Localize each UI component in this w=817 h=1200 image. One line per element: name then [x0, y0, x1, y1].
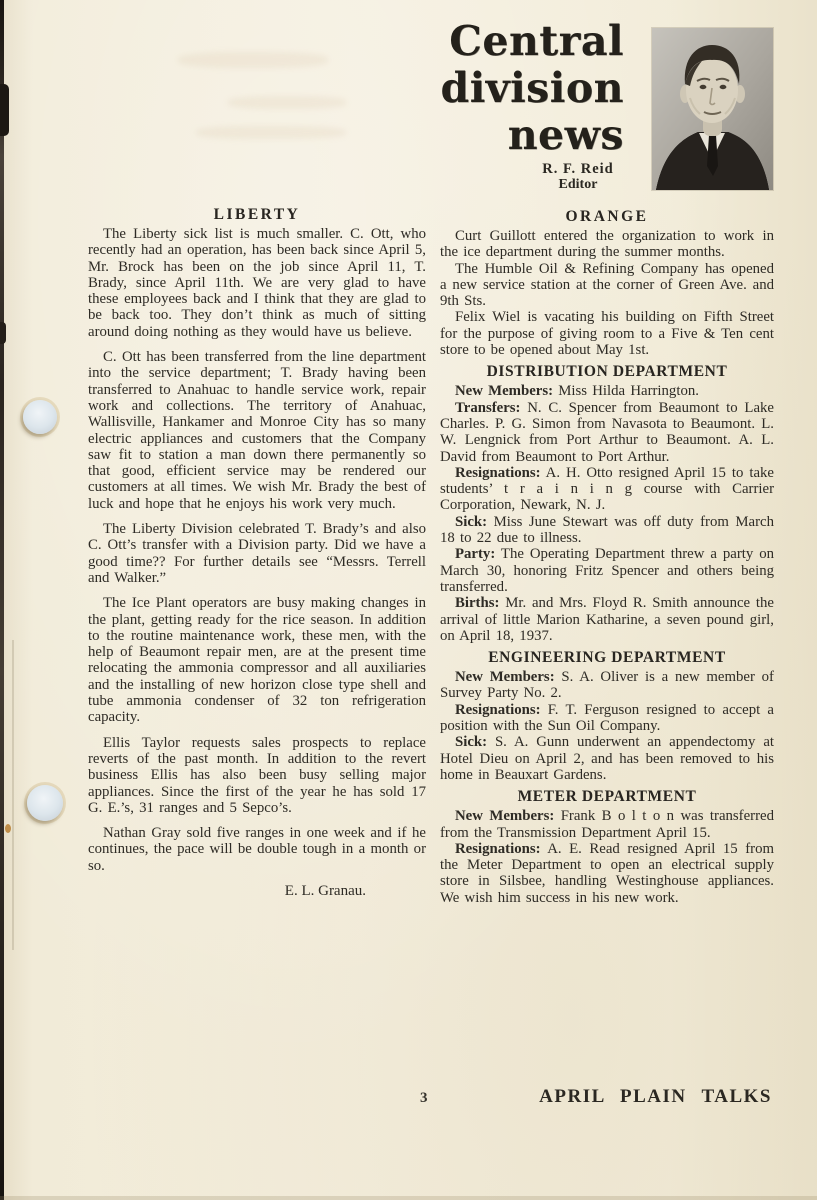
item-label: Transfers:: [455, 399, 521, 416]
section-heading: ORANGE: [565, 208, 649, 225]
item-label: Resignations:: [455, 701, 541, 718]
item-label: New Members:: [455, 808, 555, 825]
scan-edge-mark: [0, 84, 9, 136]
paragraph: The Liberty sick list is much smaller. C. Ott, who recently had an operation, has been back since April 5, Mr. Brock has been on the job since April 11, T. Brady, since April 11th. We are very glad to have these employees back and I think that they are glad to be back too. They don’t think as much of sitting around doing nothing as they would have us believe.: [88, 226, 426, 340]
news-item: New Members: S. A. Oliver is a new member of Survey Party No. 2.: [440, 669, 774, 702]
editor-credit: [534, 161, 622, 192]
paragraph: The Ice Plant operators are busy making changes in the plant, getting ready for the rice season. In addition to the routine maintenance work, these men, with the help of Beaumont repair men, are at the present time relocating the ammonia compressor and all auxiliaries and the installing of new horizon close type shell and tube ammonia condenser of 32 ton refrigeration capacity.: [88, 595, 426, 726]
masthead-line-1: Central: [449, 17, 624, 65]
right-column: [440, 208, 774, 906]
editor-title: Editor: [558, 177, 598, 192]
editor-name: R. F. Reid: [542, 161, 614, 177]
bleed-through-smudge: [196, 126, 346, 139]
news-item: Resignations: A. E. Read resigned April 15 from the Meter Department to open an electrical supply store in Silsbee, handling Westinghouse appliances. We wish him success in his new work.: [440, 840, 774, 906]
item-label: Births:: [455, 595, 500, 612]
item-label: Resignations:: [455, 464, 541, 481]
item-label: New Members:: [455, 669, 555, 686]
news-item: Resignations: A. H. Otto resigned April 15 to take students’ t r a i n i n g course with Carrier Corporation, Newark, N. J.: [440, 464, 774, 514]
masthead-title: [428, 18, 624, 159]
bleed-through-smudge: [178, 52, 328, 68]
news-item: Resignations: F. T. Ferguson resigned to accept a position with the Sun Oil Company.: [440, 701, 774, 735]
left-column: [88, 206, 426, 900]
news-item: Sick: Miss June Stewart was off duty from March 18 to 22 due to illness.: [440, 513, 774, 547]
item-label: Sick:: [455, 734, 488, 751]
item-label: New Members:: [455, 383, 554, 400]
masthead-line-3: news: [507, 111, 624, 159]
paragraph: Nathan Gray sold five ranges in one week and if he continues, the pace will be double tough in a month or so.: [88, 825, 426, 874]
punch-hole-bottom: [27, 785, 63, 821]
page-crease-line: [12, 640, 14, 950]
news-item: Party: The Operating Department threw a party on March 30, honoring Fritz Spencer and others being transferred.: [440, 546, 774, 595]
scan-edge-mark: [0, 322, 6, 344]
paragraph: The Liberty Division celebrated T. Brady’s and also C. Ott’s transfer with a Division party. Did we have a good time?? For further details see “Messrs. Terrell and Walker.”: [88, 521, 426, 586]
news-item: Births: Mr. and Mrs. Floyd R. Smith announce the arrival of little Marion Katharine, a seven pound girl, on April 18, 1937.: [440, 595, 774, 644]
paper-stain: [5, 824, 11, 833]
punch-hole-top: [23, 400, 57, 434]
item-label: Sick:: [455, 513, 488, 530]
news-item: The Humble Oil & Refining Company has opened a new service station at the corner of Green Ave. and 9th Sts.: [440, 260, 774, 310]
section-heading: DISTRIBUTION DEPARTMENT: [486, 363, 728, 381]
masthead-line-2: division: [440, 64, 624, 112]
liberty-paragraphs: [88, 226, 426, 874]
portrait-illustration: [652, 28, 773, 190]
news-item: New Members: Miss Hilda Harrington.: [455, 383, 699, 400]
scan-edge-strip: [0, 0, 4, 1200]
news-item: Transfers: N. C. Spencer from Beaumont to Lake Charles. P. G. Simon from Navasota to Beaumont. L. W. Lengnick from Port Arthur to Beaumont. A. L. David from Beaumont to Port Arthur.: [440, 399, 774, 465]
news-item: Sick: S. A. Gunn underwent an appendectomy at Hotel Dieu on April 2, and has been removed to his home in Beauxart Gardens.: [440, 734, 774, 783]
page-number: 3: [420, 1090, 428, 1106]
publication-title: APRIL PLAIN TALKS: [539, 1086, 772, 1107]
item-label: Resignations:: [455, 840, 541, 857]
news-item: Felix Wiel is vacating his building on Fifth Street for the purpose of giving room to a Five & Ten cent store to be opened about May 1st.: [440, 309, 774, 359]
news-item: Curt Guillott entered the organization to work in the ice department during the summer months.: [440, 228, 774, 261]
section-heading: ENGINEERING DEPARTMENT: [488, 649, 726, 667]
item-label: Party:: [455, 546, 496, 563]
editor-photo: [652, 28, 773, 190]
section-heading: METER DEPARTMENT: [517, 788, 697, 806]
paragraph: Ellis Taylor requests sales prospects to replace reverts of the past month. In addition to the revert business Ellis has also been busy selling major appliances. Since the first of the year he has sold 17 G. E.’s, 31 ranges and 5 Sepco’s.: [88, 734, 426, 816]
bleed-through-smudge: [228, 96, 346, 109]
author-signature: E. L. Granau.: [284, 882, 366, 899]
paragraph: C. Ott has been transferred from the line department into the service department; T. Brady having been transferred to Anahuac to handle service work, repair work and collections. The territory of Anahuac, Wallisville, Hankamer and Monroe City has so many electric appliances and customers that the Company saw fit to station a man down there permanently so that good, efficient service may be rendered our customers at all times. We wish Mr. Brady the best of luck and hope that he enjoys his work very much.: [88, 349, 426, 512]
news-item: New Members: Frank B o l t o n was transferred from the Transmission Department April 15.: [440, 808, 774, 841]
section-heading-liberty: LIBERTY: [213, 206, 301, 223]
scan-edge-bottom: [0, 1196, 817, 1200]
